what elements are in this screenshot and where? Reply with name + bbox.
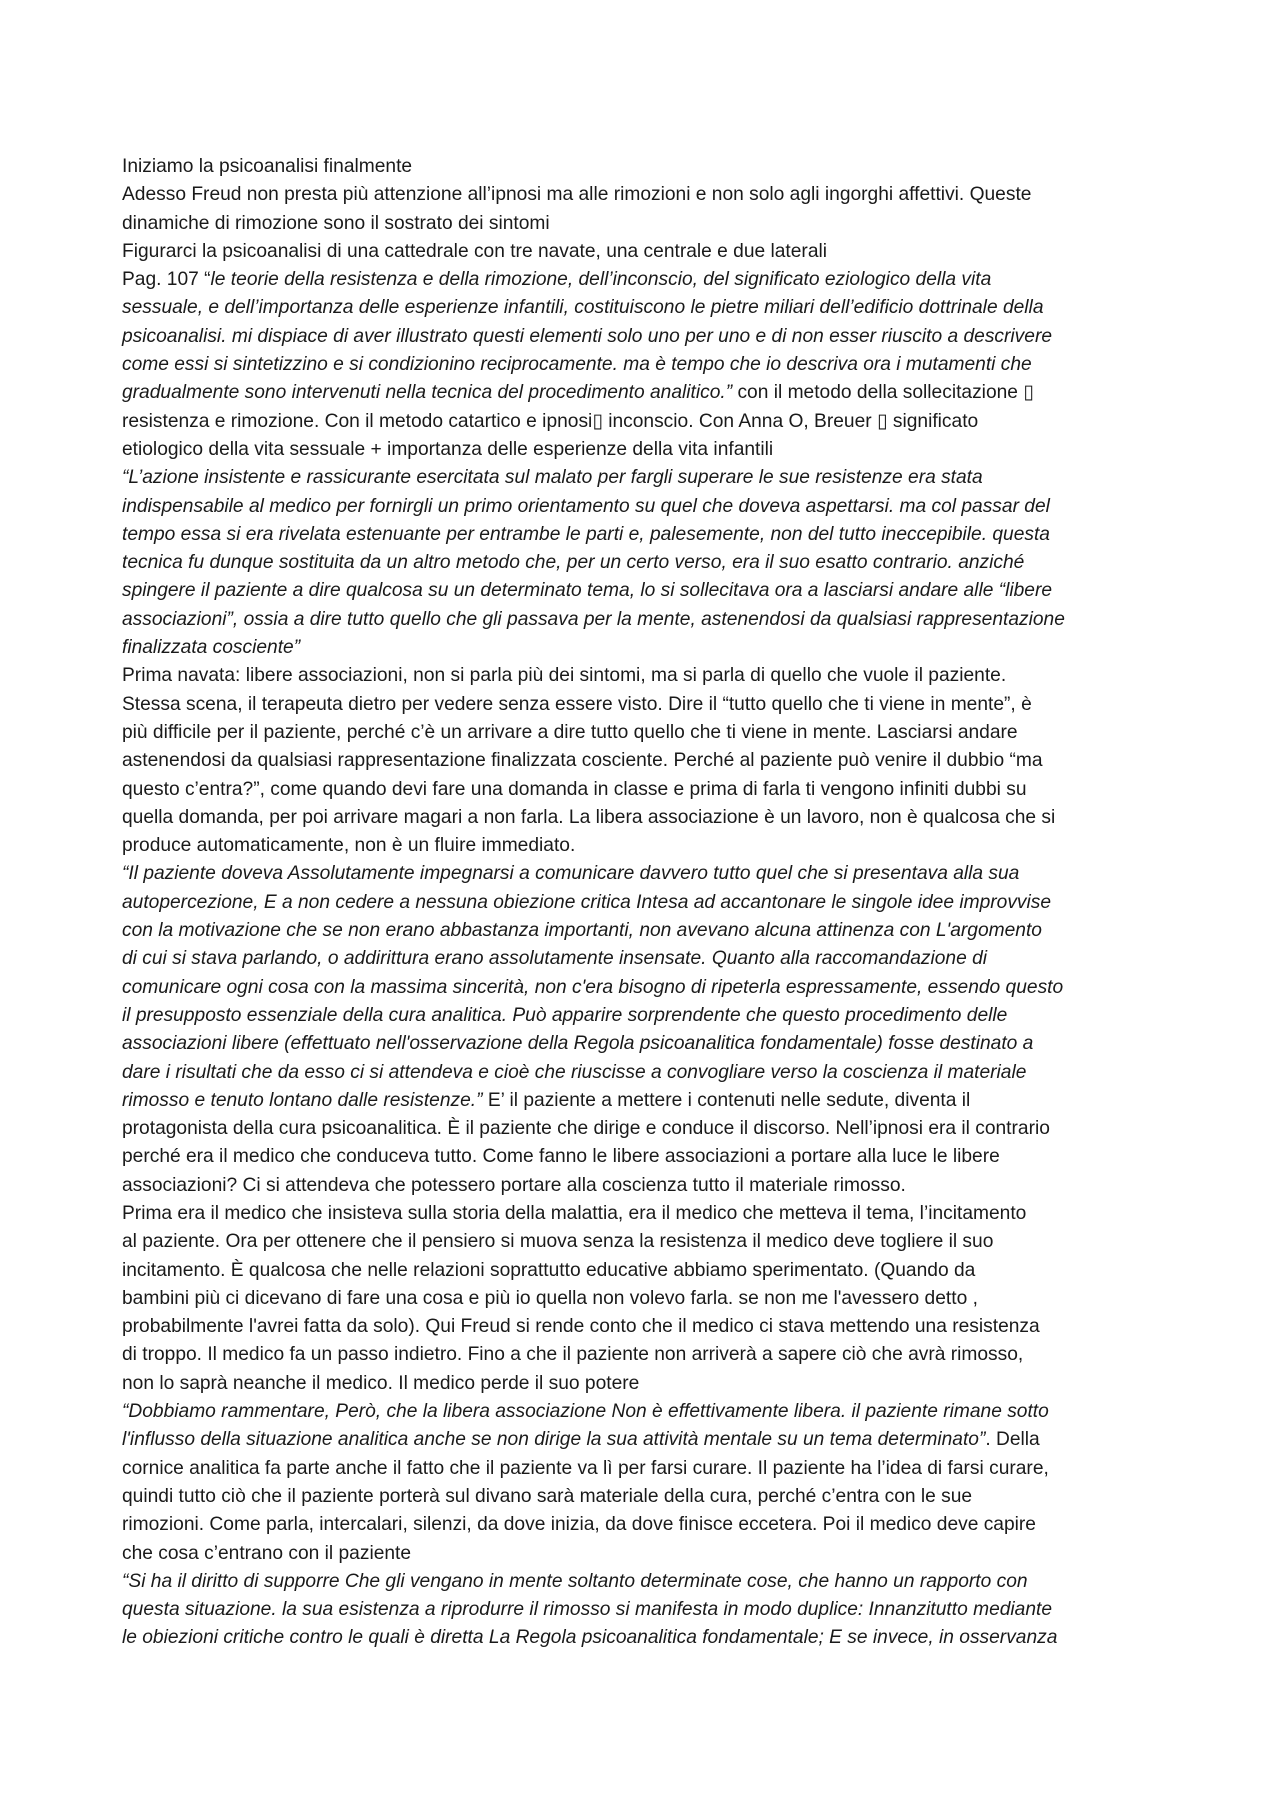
text-line xyxy=(122,266,1162,294)
text-line: dinamiche di rimozione sono il sostrato dei sintomi xyxy=(122,212,550,234)
text-line: con la motivazione che se non erano abbastanza importanti, non avevano alcuna attinenza con L'argomento xyxy=(122,920,1042,942)
document-page xyxy=(122,153,1162,1653)
text-line: cornice analitica fa parte anche il fatto che il paziente va lì per farsi curare. Il paziente ha l’idea di farsi curare, xyxy=(122,1457,1049,1479)
quote-text: gradualmente sono intervenuti nella tecnica del procedimento analitico.” xyxy=(122,382,733,404)
text-line: Prima navata: libere associazioni, non si parla più dei sintomi, ma si parla di quello che vuole il paziente. xyxy=(122,665,1007,687)
text-line: probabilmente l'avrei fatta da solo). Qui Freud si rende conto che il medico ci stava mettendo una resistenza xyxy=(122,1316,1040,1338)
text-line: di troppo. Il medico fa un passo indietro. Fino a che il paziente non arriverà a sapere ciò che avrà rimosso, xyxy=(122,1344,1024,1366)
text-line: Iniziamo la psicoanalisi finalmente xyxy=(122,156,413,177)
document-body xyxy=(122,153,1162,1653)
text-line: più difficile per il paziente, perché c’è un arrivare a dire tutto quello che ti viene in mente. Lasciarsi andare xyxy=(122,721,1018,743)
text-line: protagonista della cura psicoanalitica. È il paziente che dirige e conduce il discorso. Nell’ipnosi era il contrario xyxy=(122,1118,1050,1140)
text-line: associazioni libere (effettuato nell'osservazione della Regola psicoanalitica fondamentale) fosse destinato a xyxy=(122,1033,1034,1055)
text-line: associazioni”, ossia a dire tutto quello che gli passava per la mente, astenendosi da qualsiasi rappresentazione xyxy=(122,608,1065,630)
text-line: questo c’entra?”, come quando devi fare una domanda in classe e prima di farla ti vengono infiniti dubbi su xyxy=(122,778,1027,800)
text-line: il presupposto essenziale della cura analitica. Può apparire sorprendente che questo procedimento delle xyxy=(122,1004,1008,1026)
quote-text: rimosso e tenuto lontano dalle resistenze.” xyxy=(122,1089,483,1111)
text-line: che cosa c’entrano con il paziente xyxy=(122,1542,412,1564)
text-line: tempo essa si era rivelata estenuante per entrambe le parti e, palesemente, non del tutto ineccepibile. questa xyxy=(122,523,1050,545)
note-text: . Della xyxy=(985,1429,1040,1451)
text-line: quella domanda, per poi arrivare magari a non farla. La libera associazione è un lavoro, non è qualcosa che si xyxy=(122,806,1056,828)
text-line: psicoanalisi. mi dispiace di aver illustrato questi elementi solo uno per uno e di non esser riuscito a descrivere xyxy=(122,325,1053,347)
text-line: astenendosi da qualsiasi rappresentazione finalizzata cosciente. Perché al paziente può venire il dubbio “ma xyxy=(122,750,1043,772)
text-line: le obiezioni critiche contro le quali è diretta La Regola psicoanalitica fondamentale; E se invece, in osservanza xyxy=(122,1627,1058,1649)
text-line: spingere il paziente a dire qualcosa su un determinato tema, lo si sollecitava ora a lasciarsi andare alle “libere xyxy=(122,580,1053,602)
text-line: “Si ha il diritto di supporre Che gli vengano in mente soltanto determinate cose, che hanno un rapporto con xyxy=(122,1570,1028,1592)
text-line: al paziente. Ora per ottenere che il pensiero si muova senza la resistenza il medico deve togliere il suo xyxy=(122,1231,994,1253)
text-line: sessuale, e dell’importanza delle esperienze infantili, costituiscono le pietre miliari dell’edificio dottrinale della xyxy=(122,297,1044,319)
text-line: incitamento. È qualcosa che nelle relazioni soprattutto educative abbiamo sperimentato. (Quando da xyxy=(122,1259,976,1281)
text-line: Adesso Freud non presta più attenzione all’ipnosi ma alle rimozioni e non solo agli ingorghi affettivi. Queste xyxy=(122,184,1032,206)
text-line: Figurarci la psicoanalisi di una cattedrale con tre navate, una centrale e due laterali xyxy=(122,240,828,262)
text-line: “Dobbiamo rammentare, Però, che la libera associazione Non è effettivamente libera. il paziente rimane sotto xyxy=(122,1401,1049,1423)
text-line: perché era il medico che conduceva tutto. Come fanno le libere associazioni a portare alla luce le libere xyxy=(122,1146,1000,1168)
text-line: come essi si sintetizzino e si condizionino reciprocamente. ma è tempo che io descriva ora i mutamenti che xyxy=(122,354,1032,376)
text-line xyxy=(122,1426,1162,1454)
text-line: Prima era il medico che insisteva sulla storia della malattia, era il medico che metteva il tema, l’incitamento xyxy=(122,1202,1027,1224)
note-text: E’ il paziente a mettere i contenuti nelle sedute, diventa il xyxy=(482,1089,971,1111)
text-line: resistenza e rimozione. Con il metodo catartico e ipnosi▯ inconscio. Con Anna O, Breuer ▯ significato xyxy=(122,410,979,432)
text-line: indispensabile al medico per fornirgli un primo orientamento su quel che doveva aspettarsi. ma col passar del xyxy=(122,495,1050,517)
text-line xyxy=(122,1087,1162,1115)
text-line: Stessa scena, il terapeuta dietro per vedere senza essere visto. Dire il “tutto quello che ti viene in mente”, è xyxy=(122,693,1032,715)
text-line: dare i risultati che da esso ci si attendeva e cioè che riuscisse a convogliare verso la coscienza il materiale xyxy=(122,1061,1027,1083)
text-line: etiologico della vita sessuale + importanza delle esperienze della vita infantili xyxy=(122,438,774,460)
text-line: questa situazione. la sua esistenza a riprodurre il rimosso si manifesta in modo duplice: Innanzitutto mediante xyxy=(122,1599,1053,1621)
text-line: di cui si stava parlando, o addirittura erano assolutamente insensate. Quanto alla raccomandazione di xyxy=(122,948,988,970)
text-line: comunicare ogni cosa con la massima sincerità, non c'era bisogno di ripeterla espressamente, essendo questo xyxy=(122,976,1064,998)
text-line: finalizzata cosciente” xyxy=(122,637,301,659)
text-line: “Il paziente doveva Assolutamente impegnarsi a comunicare davvero tutto quel che si presentava alla sua xyxy=(122,863,1020,885)
text-line: “L’azione insistente e rassicurante esercitata sul malato per fargli superare le sue resistenze era stata xyxy=(122,467,983,489)
text-line: rimozioni. Come parla, intercalari, silenzi, da dove inizia, da dove finisce eccetera. Poi il medico deve capire xyxy=(122,1514,1036,1536)
text-line: autopercezione, E a non cedere a nessuna obiezione critica Intesa ad accantonare le singole idee improvvise xyxy=(122,891,1052,913)
text-line: tecnica fu dunque sostituita da un altro metodo che, per un certo verso, era il suo esatto contrario. anziché xyxy=(122,552,1025,574)
quote-text: le teorie della resistenza e della rimozione, dell’inconscio, del significato eziologico della vita xyxy=(210,269,992,291)
text-line: quindi tutto ciò che il paziente porterà sul divano sarà materiale della cura, perché c’entra con le sue xyxy=(122,1485,973,1507)
text-line xyxy=(122,379,1162,407)
text-line: non lo saprà neanche il medico. Il medico perde il suo potere xyxy=(122,1372,640,1394)
text-line: associazioni? Ci si attendeva che potessero portare alla coscienza tutto il materiale rimosso. xyxy=(122,1174,906,1196)
quote-text: l'influsso della situazione analitica anche se non dirige la sua attività mentale su un tema determinato” xyxy=(122,1429,986,1451)
note-text: con il metodo della sollecitazione ▯ xyxy=(732,382,1034,404)
text-line: bambini più ci dicevano di fare una cosa e più io quella non volevo farla. se non me l'avessero detto , xyxy=(122,1287,978,1309)
note-text: Pag. 107 “ xyxy=(122,269,211,291)
text-line: produce automaticamente, non è un fluire immediato. xyxy=(122,835,576,857)
